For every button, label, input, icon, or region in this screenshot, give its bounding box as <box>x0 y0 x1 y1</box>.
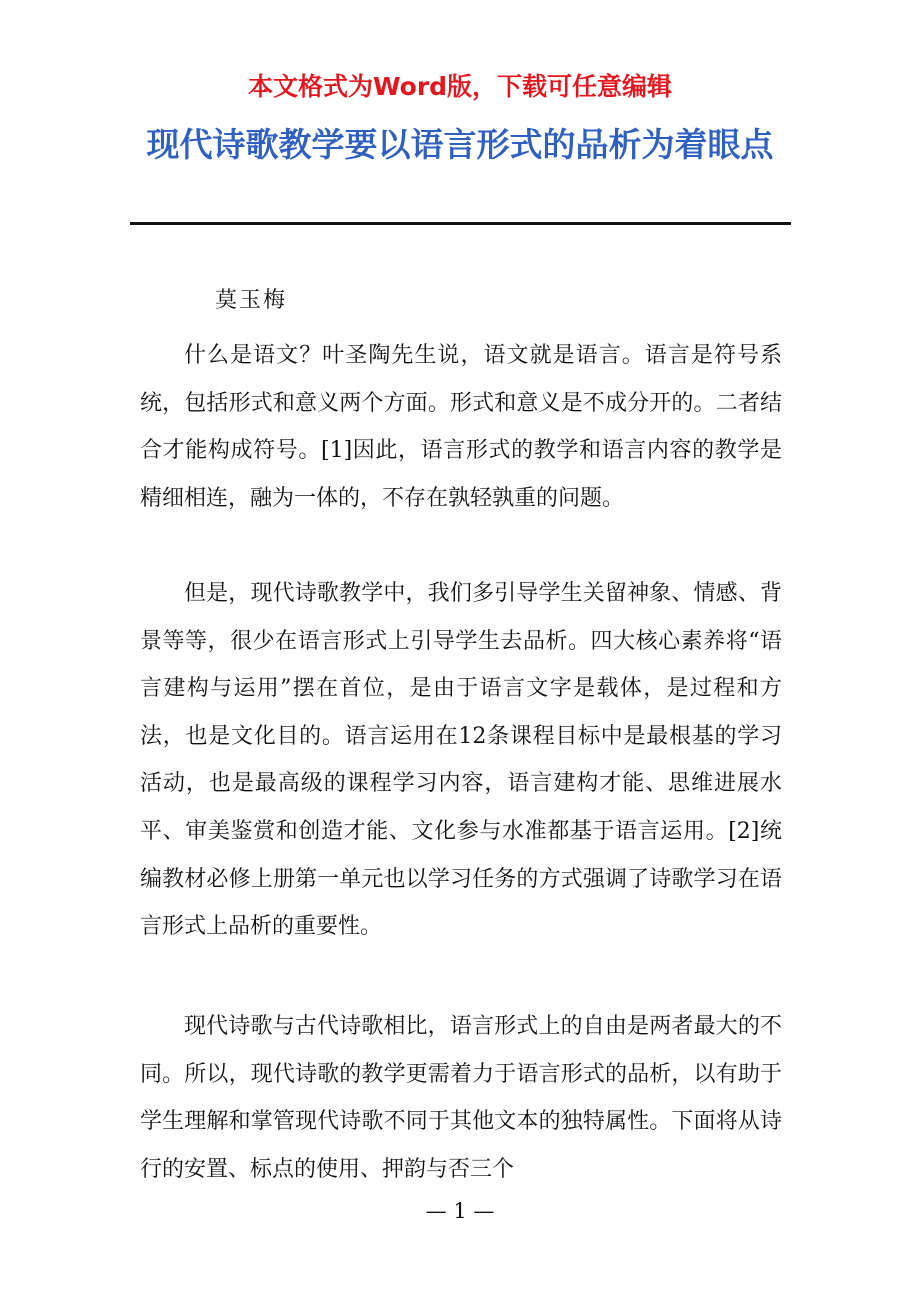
document-title: 现代诗歌教学要以语言形式的品析为着眼点 <box>146 125 774 164</box>
title-divider <box>130 222 791 225</box>
download-banner: 本文格式为Word版，下载可任意编辑 <box>247 72 673 101</box>
paragraph-1: 什么是语文？叶圣陶先生说，语文就是语言。语言是符号系统，包括形式和意义两个方面。形式和意义是不成分开的。二者结合才能构成符号。[1]因此，语言形式的教学和语言内容的教学是精细相连，融为一体的，不存在孰轻孰重的问题。 <box>140 343 782 511</box>
page-number: — 1 — <box>425 1199 495 1223</box>
paragraph-3: 现代诗歌与古代诗歌相比，语言形式上的自由是两者最大的不同。所以，现代诗歌的教学更需着力于语言形式的品析，以有助于学生理解和掌管现代诗歌不同于其他文本的独特属性。下面将从诗行的安置、标点的使用、押韵与否三个 <box>140 1014 782 1182</box>
paragraph-2: 但是，现代诗歌教学中，我们多引导学生关留神象、情感、背景等等，很少在语言形式上引导学生去品析。四大核心素养将“语言建构与运用”摆在首位，是由于语言文字是载体，是过程和方法，也是文化目的。语言运用在12条课程目标中是最根基的学习活动，也是最高级的课程学习内容，语言建构才能、思维进展水平、审美鉴赏和创造才能、文化参与水准都基于语言运用。[2]统编教材必修上册第一单元也以学习任务的方式强调了诗歌学习在语言形式上品析的重要性。 <box>140 581 782 940</box>
author-name: 莫玉梅 <box>215 288 288 313</box>
